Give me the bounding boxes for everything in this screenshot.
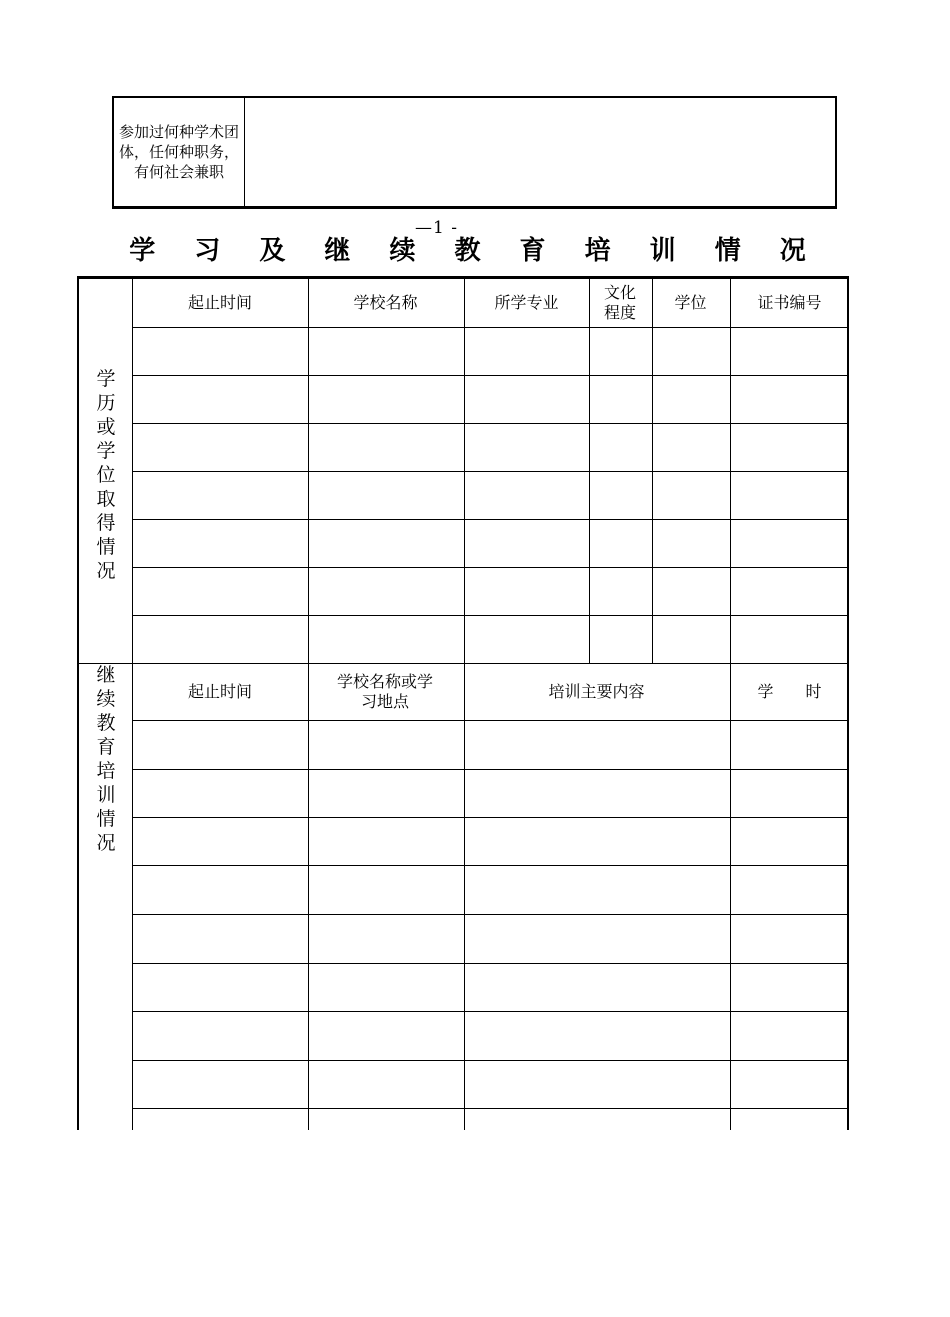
training-input-cell[interactable] <box>134 1012 308 1060</box>
training-input-cell[interactable] <box>465 818 730 865</box>
train-header-content: 培训主要内容 <box>548 681 645 701</box>
education-input-cell[interactable] <box>653 568 730 615</box>
page-title: 学 习 及 继 续 教 育 培 训 情 况 <box>129 236 821 266</box>
training-input-cell[interactable] <box>731 818 849 865</box>
edu-header-certificate: 证书编号 <box>757 293 822 312</box>
education-input-cell[interactable] <box>731 424 849 471</box>
training-input-cell[interactable] <box>309 964 464 1011</box>
training-input-cell[interactable] <box>309 721 464 769</box>
education-input-cell[interactable] <box>465 472 589 519</box>
edu-header-major: 所学专业 <box>494 293 559 312</box>
train-header-place: 学校名称或学习地点 <box>336 671 433 711</box>
training-input-cell[interactable] <box>731 1109 849 1130</box>
education-input-cell[interactable] <box>309 376 464 423</box>
edu-header-school: 学校名称 <box>353 293 418 312</box>
training-input-cell[interactable] <box>134 866 308 914</box>
training-input-cell[interactable] <box>309 866 464 914</box>
education-input-cell[interactable] <box>590 424 652 471</box>
training-input-cell[interactable] <box>309 770 464 817</box>
education-input-cell[interactable] <box>653 376 730 423</box>
education-input-cell[interactable] <box>653 328 730 375</box>
training-input-cell[interactable] <box>465 1109 730 1130</box>
education-input-cell[interactable] <box>731 520 849 567</box>
education-input-cell[interactable] <box>465 568 589 615</box>
education-input-cell[interactable] <box>134 424 308 471</box>
education-input-cell[interactable] <box>731 616 849 663</box>
education-input-cell[interactable] <box>309 472 464 519</box>
education-input-cell[interactable] <box>465 328 589 375</box>
education-input-cell[interactable] <box>590 568 652 615</box>
education-training-form <box>77 276 849 1130</box>
training-input-cell[interactable] <box>465 1012 730 1060</box>
education-input-cell[interactable] <box>134 520 308 567</box>
education-input-cell[interactable] <box>590 376 652 423</box>
education-input-cell[interactable] <box>309 328 464 375</box>
training-input-cell[interactable] <box>731 770 849 817</box>
training-input-cell[interactable] <box>134 1109 308 1130</box>
edu-header-level: 文化程度 <box>603 283 636 322</box>
education-input-cell[interactable] <box>653 520 730 567</box>
training-input-cell[interactable] <box>731 964 849 1011</box>
training-input-cell[interactable] <box>134 721 308 769</box>
training-input-cell[interactable] <box>731 721 849 769</box>
education-input-cell[interactable] <box>465 424 589 471</box>
education-input-cell[interactable] <box>134 568 308 615</box>
training-input-cell[interactable] <box>134 964 308 1011</box>
training-input-cell[interactable] <box>465 721 730 769</box>
education-input-cell[interactable] <box>309 520 464 567</box>
education-input-cell[interactable] <box>465 376 589 423</box>
education-input-cell[interactable] <box>731 328 849 375</box>
training-input-cell[interactable] <box>731 915 849 963</box>
training-input-cell[interactable] <box>465 1061 730 1108</box>
training-input-cell[interactable] <box>731 866 849 914</box>
education-input-cell[interactable] <box>134 472 308 519</box>
training-input-cell[interactable] <box>731 1061 849 1108</box>
social-affiliations-label: 参加过何种学术团体，任何种职务，有何社会兼职 <box>114 98 245 206</box>
training-input-cell[interactable] <box>309 818 464 865</box>
training-input-cell[interactable] <box>309 915 464 963</box>
education-input-cell[interactable] <box>653 472 730 519</box>
education-input-cell[interactable] <box>653 616 730 663</box>
train-header-period: 起止时间 <box>187 681 252 701</box>
education-input-cell[interactable] <box>465 616 589 663</box>
education-input-cell[interactable] <box>590 520 652 567</box>
education-input-cell[interactable] <box>134 376 308 423</box>
training-input-cell[interactable] <box>309 1012 464 1060</box>
edu-header-degree: 学位 <box>674 293 707 312</box>
training-input-cell[interactable] <box>134 1061 308 1108</box>
education-input-cell[interactable] <box>134 616 308 663</box>
training-input-cell[interactable] <box>134 770 308 817</box>
education-input-cell[interactable] <box>465 520 589 567</box>
training-input-cell[interactable] <box>465 770 730 817</box>
education-input-cell[interactable] <box>590 472 652 519</box>
education-input-cell[interactable] <box>309 616 464 663</box>
education-input-cell[interactable] <box>590 616 652 663</box>
training-input-cell[interactable] <box>465 964 730 1011</box>
education-section-label: 学历或学位取得情况 <box>96 368 116 582</box>
train-header-hours: 学 时 <box>757 681 822 701</box>
training-input-cell[interactable] <box>465 915 730 963</box>
training-input-cell[interactable] <box>134 818 308 865</box>
social-affiliations-table <box>112 96 837 209</box>
edu-header-period: 起止时间 <box>187 293 252 312</box>
training-input-cell[interactable] <box>134 915 308 963</box>
education-input-cell[interactable] <box>309 424 464 471</box>
education-input-cell[interactable] <box>309 568 464 615</box>
education-input-cell[interactable] <box>731 568 849 615</box>
training-input-cell[interactable] <box>465 866 730 914</box>
page-number: —1 - <box>415 218 458 238</box>
education-input-cell[interactable] <box>653 424 730 471</box>
social-affiliations-field[interactable] <box>245 98 835 206</box>
training-input-cell[interactable] <box>309 1109 464 1130</box>
education-input-cell[interactable] <box>134 328 308 375</box>
education-input-cell[interactable] <box>731 376 849 423</box>
education-input-cell[interactable] <box>590 328 652 375</box>
training-input-cell[interactable] <box>731 1012 849 1060</box>
training-section-label: 继续教育培训情况 <box>96 664 116 854</box>
training-input-cell[interactable] <box>309 1061 464 1108</box>
education-input-cell[interactable] <box>731 472 849 519</box>
